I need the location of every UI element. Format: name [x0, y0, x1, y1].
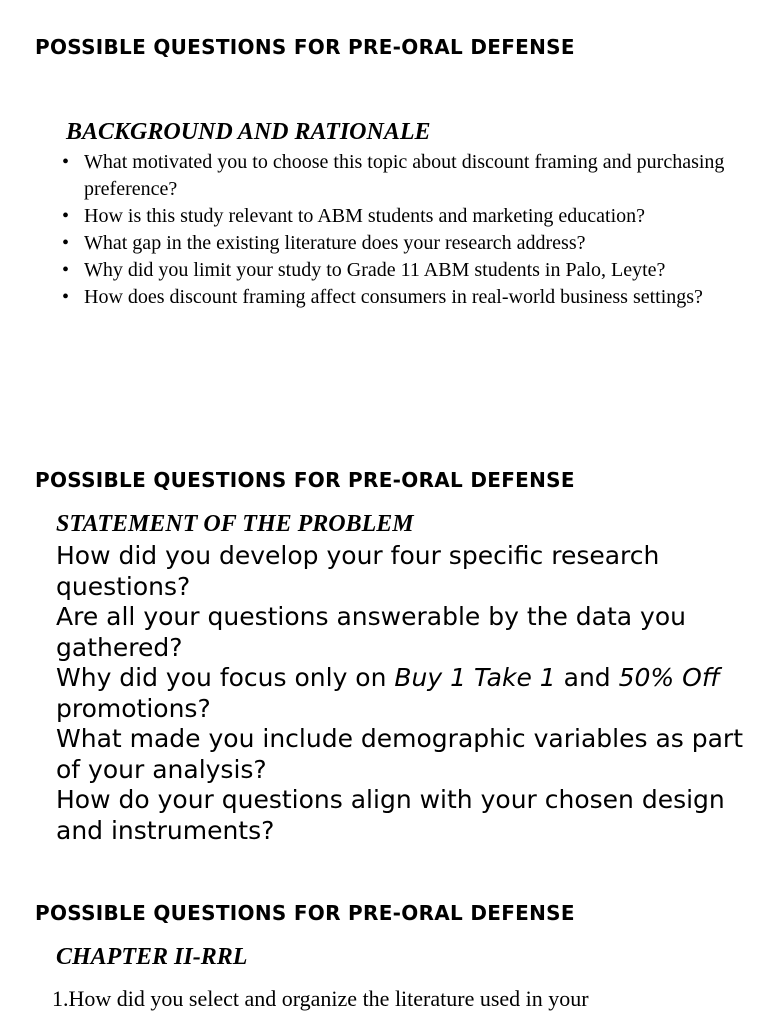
rrl-question-list	[52, 984, 752, 1014]
background-question-list	[62, 149, 752, 311]
problem-question-list	[56, 541, 756, 846]
list-item	[56, 663, 756, 724]
question-text: What motivated you to choose this topic about discount framing and purchasing preference?	[84, 151, 725, 200]
list-item	[62, 284, 752, 311]
list-item: What made you include demographic variables as part of your analysis?	[56, 724, 744, 784]
question-text: How does discount framing affect consumers in real-world business settings?	[84, 286, 703, 308]
bullet-icon: •	[62, 205, 70, 227]
question-text-start: Why did you focus only on	[56, 663, 395, 692]
question-text-end: promotions?	[56, 693, 211, 723]
list-item: Are all your questions answerable by the data you gathered?	[56, 602, 686, 662]
question-text: How is this study relevant to ABM students and marketing education?	[84, 205, 646, 227]
subheading-statement-of-the-problem: STATEMENT OF THE PROBLEM	[56, 511, 414, 537]
subheading-background-and-rationale: BACKGROUND AND RATIONALE	[66, 119, 431, 145]
list-item	[62, 149, 752, 203]
section-heading-background: POSSIBLE QUESTIONS FOR PRE-ORAL DEFENSE	[35, 35, 575, 59]
list-item	[62, 257, 752, 284]
list-item: 1.How did you select and organize the literature used in your	[52, 986, 589, 1011]
bullet-icon: •	[62, 151, 70, 173]
bullet-icon: •	[62, 232, 70, 254]
promo-fifty-percent-off: 50% Off	[618, 663, 720, 692]
section-heading-problem: POSSIBLE QUESTIONS FOR PRE-ORAL DEFENSE	[35, 468, 575, 492]
question-text: What gap in the existing literature does your research address?	[84, 232, 586, 254]
question-text: Why did you limit your study to Grade 11 ABM students in Palo, Leyte?	[84, 259, 666, 281]
question-text-and: and	[555, 663, 619, 692]
list-item: How did you develop your four specific research questions?	[56, 541, 660, 601]
bullet-icon: •	[62, 286, 70, 308]
list-item	[62, 203, 752, 230]
list-item	[62, 230, 752, 257]
section-heading-rrl: POSSIBLE QUESTIONS FOR PRE-ORAL DEFENSE	[35, 901, 575, 925]
promo-buy-one-take-one: Buy 1 Take 1	[394, 663, 556, 692]
list-item: How do your questions align with your chosen design and instruments?	[56, 785, 725, 845]
bullet-icon: •	[62, 259, 70, 281]
subheading-chapter-ii-rrl: CHAPTER II-RRL	[56, 944, 248, 970]
